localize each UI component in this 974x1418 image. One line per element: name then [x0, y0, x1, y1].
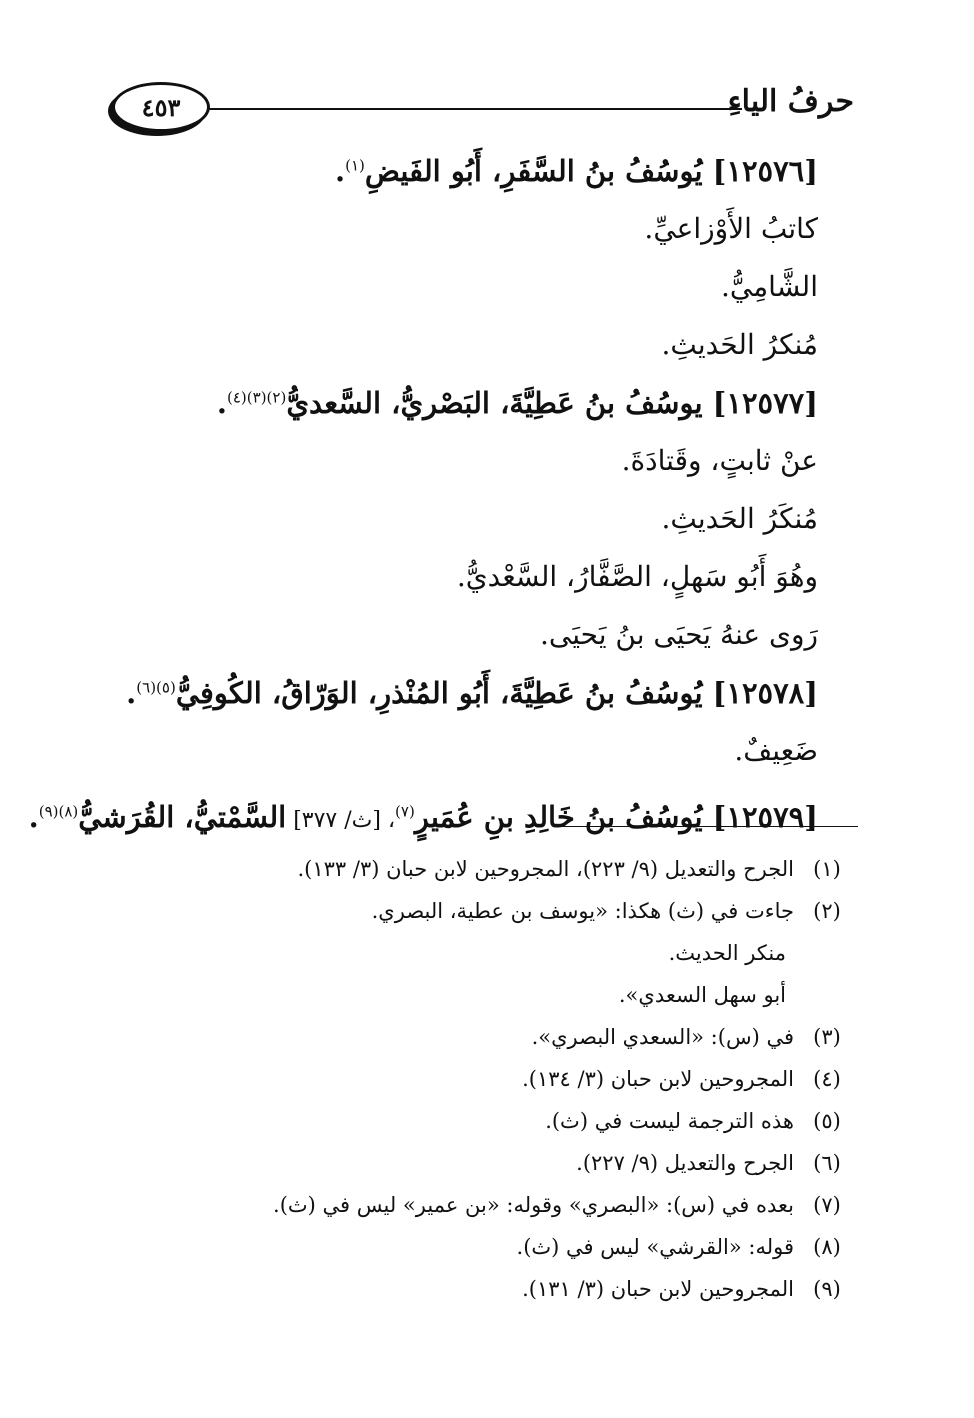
entry-line: عنْ ثابتٍ، وقَتادَةَ. [621, 444, 818, 477]
entry-end: . [28, 800, 39, 834]
footnote [132, 890, 852, 932]
footnote [132, 1268, 852, 1310]
entry-number: [١٢٥٧٧] [712, 386, 818, 420]
footnote-continuation [132, 974, 852, 1016]
footnote-ref[interactable]: (١) [345, 156, 365, 175]
page-header [112, 78, 854, 134]
footnote-ref[interactable]: (٢)(٣)(٤) [227, 388, 287, 407]
footnote-number: (٥) [813, 1109, 841, 1133]
footnote [132, 848, 852, 890]
footnote-text: في (س): «السعدي البصري». [531, 1025, 794, 1049]
entry-name: يُوسُفُ بنُ عَطِيَّةَ، أَبُو المُنْذرِ، الوَرّاقُ، الكُوفِيُّ [175, 676, 703, 710]
footnote-text: قوله: «القرشي» ليس في (ث). [516, 1235, 794, 1259]
entry-heading [28, 788, 818, 846]
footnote [132, 1226, 852, 1268]
entry-name: يُوسُفُ بنُ خَالِدِ بنِ عُمَيرٍ [414, 800, 703, 834]
footnote-text: بعده في (س): «البصري» وقوله: «بن عمير» ليس في (ث). [273, 1193, 794, 1217]
entry-line: كاتبُ الأَوْزاعيِّ. [644, 212, 818, 245]
footnote-ref[interactable]: (٥)(٦) [136, 678, 176, 697]
entry-line: رَوى عنهُ يَحيَى بنُ يَحيَى. [539, 618, 818, 651]
manuscript-ref: ، [ث/ ٣٧٧] [286, 808, 396, 833]
chapter-title: حرفُ الياءِ [727, 84, 854, 119]
entry-number: [١٢٥٧٨] [712, 676, 818, 710]
entry-name: يوسُفُ بنُ عَطِيَّةَ، البَصْريُّ، السَّعديُّ [286, 386, 703, 420]
footnote-number: (٤) [813, 1067, 841, 1091]
footnote-text: الجرح والتعديل (٩/ ٢٢٧). [576, 1151, 794, 1175]
entry-end: . [334, 154, 346, 188]
footnote-number: (٣) [813, 1025, 841, 1049]
entry-line: وهُوَ أَبُو سَهلٍ، الصَّفَّارُ، السَّعْديُّ. [456, 560, 818, 593]
entry-end: . [216, 386, 227, 420]
footnote-continuation [132, 932, 852, 974]
entry-line: ضَعِيفٌ. [734, 734, 818, 767]
footnote-number: (٢) [813, 899, 841, 923]
footnote-number: (١) [813, 857, 841, 881]
footnote-separator [560, 826, 858, 827]
footnote-text: المجروحين لابن حبان (٣/ ١٣٤). [522, 1067, 794, 1091]
header-rule [204, 108, 742, 110]
footnote-ref[interactable]: (٧) [395, 802, 415, 821]
footnotes [132, 848, 852, 1310]
footnote-text: هذه الترجمة ليست في (ث). [545, 1109, 794, 1133]
footnote-text: جاءت في (ث) هكذا: «يوسف بن عطية، البصري. [371, 899, 794, 923]
footnote-text: الجرح والتعديل (٩/ ٢٢٣)، المجروحين لابن حبان (٣/ ١٣٣). [297, 857, 794, 881]
footnote-number: (٩) [813, 1277, 841, 1301]
entry-line: مُنكَرُ الحَديثِ. [661, 502, 818, 535]
footnote [132, 1058, 852, 1100]
main-text [28, 142, 818, 846]
entry-name-continued: السَّمْتيُّ، القُرَشيُّ [78, 800, 287, 834]
page-number: ٤٥٣ [141, 92, 181, 122]
footnote-number: (٦) [813, 1151, 841, 1175]
entry-line: مُنكرُ الحَديثِ. [661, 328, 818, 361]
footnote [132, 1016, 852, 1058]
entry-line: الشَّامِيُّ. [720, 270, 818, 303]
footnote [132, 1142, 852, 1184]
entry-heading [118, 374, 818, 432]
page-number-badge [112, 82, 210, 132]
entry-name: يُوسُفُ بنُ السَّفَرِ، أَبُو الفَيضِ [364, 154, 703, 188]
footnote-text: منكر الحديث. [668, 941, 786, 965]
footnote [132, 1100, 852, 1142]
entry-number: [١٢٥٧٩] [712, 800, 818, 834]
footnote-text: أبو سهل السعدي». [618, 983, 786, 1007]
entry-heading [118, 142, 818, 200]
entry-number: [١٢٥٧٦] [712, 154, 818, 188]
entry-end: . [126, 676, 137, 710]
footnote-number: (٨) [813, 1235, 841, 1259]
entry-heading [118, 664, 818, 722]
footnote [132, 1184, 852, 1226]
footnote-text: المجروحين لابن حبان (٣/ ١٣١). [522, 1277, 794, 1301]
footnote-ref[interactable]: (٨)(٩) [38, 802, 79, 821]
footnote-number: (٧) [813, 1193, 841, 1217]
